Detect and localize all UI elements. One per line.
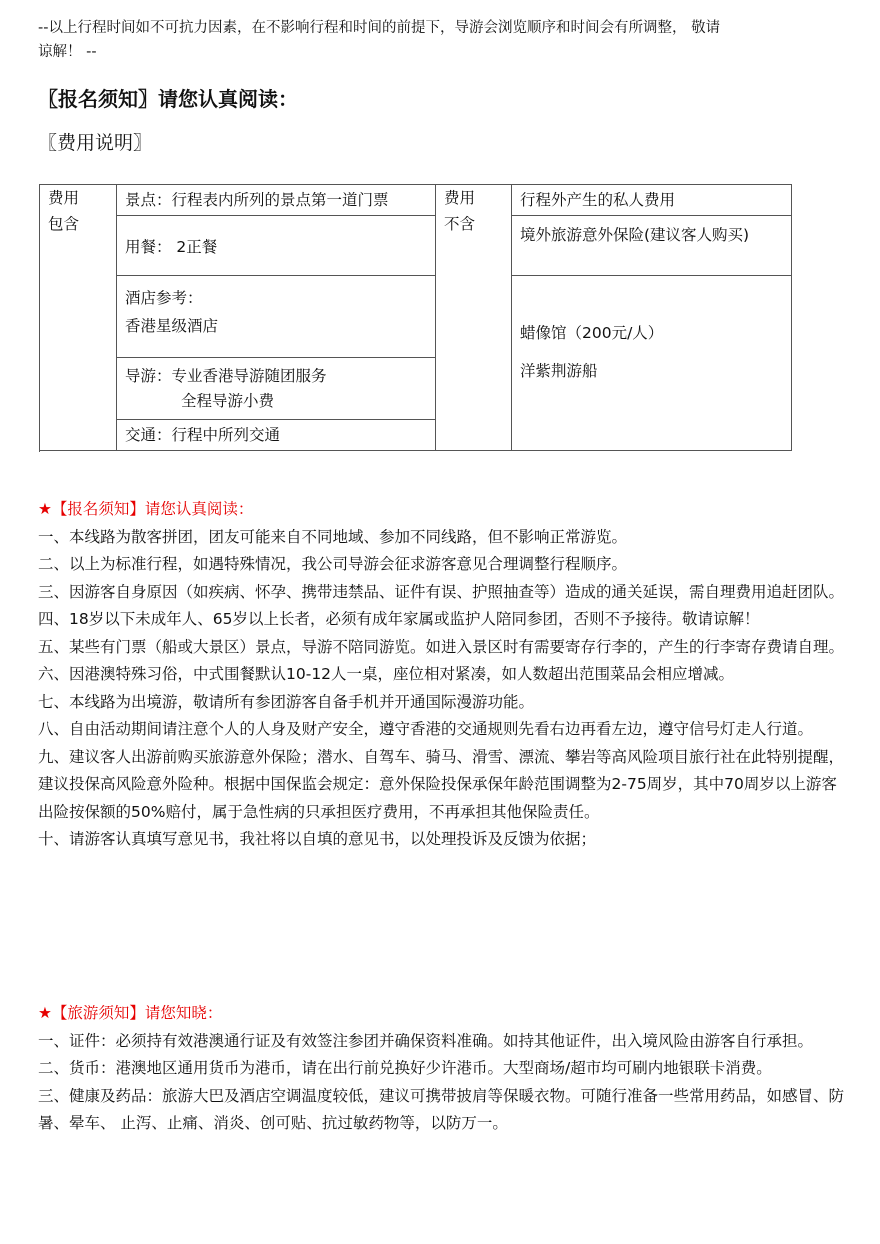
included-hotel: 酒店参考： 香港星级酒店 bbox=[117, 276, 436, 358]
notice-item: 一、本线路为散客拼团，团友可能来自不同地域、参加不同线路，但不影响正常游览。 bbox=[38, 527, 628, 546]
fee-excluded-label: 费用 不含 bbox=[436, 185, 512, 451]
notice-item: 三、因游客自身原因（如疾病、怀孕、携带违禁品、证件有误、护照抽查等）造成的通关延误，需自理费用追赶团队。 bbox=[38, 582, 845, 601]
registration-notice-title: ★【报名须知】请您认真阅读： bbox=[38, 500, 254, 518]
travel-notice-title: ★【旅游须知】请您知晓： bbox=[38, 1004, 223, 1022]
included-transport: 交通：行程中所列交通 bbox=[117, 420, 436, 451]
notice-item: 十、请游客认真填写意见书，我社将以自填的意见书，以处理投诉及反馈为依据； bbox=[38, 830, 597, 848]
excluded-private: 行程外产生的私人费用 bbox=[512, 185, 792, 216]
notice-item: 五、某些有门票（船或大景区）景点，导游不陪同游览。如进入景区时有需要寄存行李的，产生的行李寄存费请自理。 bbox=[38, 637, 845, 656]
excluded-bauhinia-boat: 洋紫荆游船 bbox=[520, 362, 598, 380]
travel-item: 三、健康及药品：旅游大巴及酒店空调温度较低，建议可携带披肩等保暖衣物。可随行准备一些常用药品，如感冒、防暑、晕车、 止泻、止痛、消炎、创可贴、抗过敏药物等，以防万一。 bbox=[38, 1086, 845, 1132]
excluded-extras bbox=[512, 276, 792, 451]
intro-line-1: --以上行程时间如不可抗力因素，在不影响行程和时间的前提下，导游会浏览顺序和时间会有所调整， 敬请 bbox=[38, 20, 721, 36]
travel-item: 二、货币：港澳地区通用货币为港币，请在出行前兑换好少许港币。大型商场/超市均可刷内地银联卡消费。 bbox=[38, 1059, 772, 1077]
included-meal: 用餐： 2正餐 bbox=[117, 216, 436, 276]
notice-item: 二、以上为标准行程，如遇特殊情况，我公司导游会征求游客意见合理调整行程顺序。 bbox=[38, 555, 628, 573]
notice-item: 四、18岁以下未成年人、65岁以上长者，必须有成年家属或监护人陪同参团，否则不予接待。敬请谅解！ bbox=[38, 610, 760, 628]
travel-item: 一、证件：必须持有效港澳通行证及有效签注参团并确保资料准确。如持其他证件，出入境风险由游客自行承担。 bbox=[38, 1031, 814, 1050]
included-guide: 导游：专业香港导游随团服务 全程导游小费 bbox=[117, 358, 436, 420]
travel-notice-section bbox=[38, 1000, 844, 1138]
notice-item: 六、因港澳特殊习俗，中式围餐默认10-12人一桌，座位相对紧凑，如人数超出范围菜品会相应增减。 bbox=[38, 665, 735, 683]
included-scenic: 景点：行程表内所列的景点第一道门票 bbox=[117, 185, 436, 216]
fee-included-label: 费用 包含 bbox=[40, 185, 117, 451]
registration-heading: 〖报名须知〗请您认真阅读： bbox=[38, 87, 298, 111]
fee-heading: 〖费用说明〗 bbox=[38, 132, 153, 154]
excluded-wax-museum: 蜡像馆（200元/人） bbox=[520, 324, 664, 342]
intro-line-2: 谅解！ -- bbox=[38, 44, 97, 60]
notice-item: 八、自由活动期间请注意个人的人身及财产安全，遵守香港的交通规则先看右边再看左边，遵守信号灯走人行道。 bbox=[38, 720, 814, 738]
fee-table bbox=[39, 184, 792, 451]
notice-item: 七、本线路为出境游，敬请所有参团游客自备手机并开通国际漫游功能。 bbox=[38, 692, 535, 711]
registration-notice-section bbox=[38, 496, 844, 854]
excluded-insurance: 境外旅游意外保险(建议客人购买) bbox=[512, 216, 792, 276]
notice-item: 九、建议客人出游前购买旅游意外保险；潜水、自驾车、骑马、滑雪、漂流、攀岩等高风险项目旅行社在此特别提醒，建议投保高风险意外险种。根据中国保监会规定：意外保险投保承保年龄范围调整为2-75周岁，其中70周岁以上游客出险按保额的50%赔付，属于急性病的只承担医疗费用，不再承担其他保险责任。 bbox=[38, 747, 845, 821]
itinerary-adjustment-note bbox=[38, 16, 838, 64]
